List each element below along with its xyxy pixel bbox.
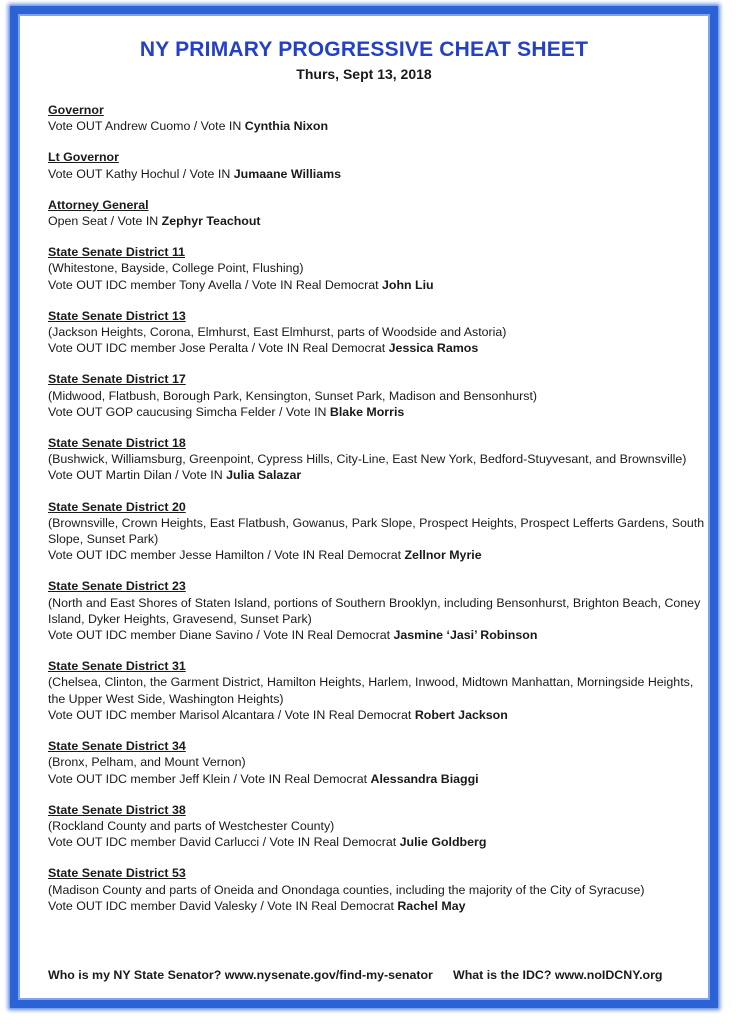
endorsed-candidate: Julia Salazar bbox=[226, 468, 302, 483]
district-area: (Chelsea, Clinton, the Garment District, Hamilton Heights, Harlem, Inwood, Midtown Manhattan, Morningside Heights, the Upper West Side, Washington Heights) bbox=[48, 675, 694, 706]
race-title: State Senate District 13 bbox=[48, 308, 186, 323]
endorsed-candidate: Julie Goldberg bbox=[399, 835, 487, 850]
race-title: State Senate District 20 bbox=[48, 499, 186, 514]
race-senate-district-20 bbox=[48, 499, 708, 564]
race-senate-district-18 bbox=[48, 435, 708, 484]
endorsed-candidate: Jessica Ramos bbox=[388, 341, 479, 356]
vote-text: Vote OUT IDC member Tony Avella / Vote IN Real Democrat bbox=[48, 277, 382, 292]
page-title: NY PRIMARY PROGRESSIVE CHEAT SHEET bbox=[139, 38, 589, 61]
district-area: (Midwood, Flatbush, Borough Park, Kensington, Sunset Park, Madison and Bensonhurst) bbox=[48, 388, 538, 403]
district-area: (Brownsville, Crown Heights, East Flatbush, Gowanus, Park Slope, Prospect Heights, Prospect Lefferts Gardens, South Slope, Sunset Park) bbox=[48, 515, 705, 547]
endorsed-candidate: Robert Jackson bbox=[414, 707, 508, 722]
vote-text: Vote OUT IDC member Jesse Hamilton / Vote IN Real Democrat bbox=[48, 548, 405, 563]
race-title: State Senate District 34 bbox=[48, 739, 186, 754]
endorsed-candidate: Jasmine ‘Jasi’ Robinson bbox=[393, 628, 538, 643]
vote-text: Vote OUT Andrew Cuomo / Vote IN bbox=[48, 119, 245, 134]
cheat-sheet-page bbox=[10, 6, 718, 1008]
vote-line bbox=[48, 277, 708, 293]
race-governor bbox=[48, 102, 708, 134]
race-title: State Senate District 18 bbox=[48, 436, 186, 451]
race-senate-district-53 bbox=[48, 865, 708, 914]
vote-text: Vote OUT IDC member David Carlucci / Vote IN Real Democrat bbox=[48, 835, 400, 850]
vote-text: Vote OUT IDC member Marisol Alcantara / Vote IN Real Democrat bbox=[48, 707, 415, 722]
endorsed-candidate: Zephyr Teachout bbox=[161, 214, 261, 229]
vote-line bbox=[48, 707, 708, 723]
race-title: State Senate District 31 bbox=[48, 659, 186, 674]
endorsed-candidate: Rachel May bbox=[397, 898, 466, 913]
races-list bbox=[48, 102, 708, 929]
vote-line bbox=[48, 898, 708, 914]
district-area: (Whitestone, Bayside, College Point, Flushing) bbox=[48, 261, 304, 276]
vote-line bbox=[48, 771, 708, 787]
vote-line bbox=[48, 467, 708, 483]
footer bbox=[48, 968, 708, 982]
vote-text: Vote OUT GOP caucusing Simcha Felder / Vote IN bbox=[48, 404, 330, 419]
vote-line bbox=[48, 627, 708, 643]
race-senate-district-34 bbox=[48, 738, 708, 787]
endorsed-candidate: Alessandra Biaggi bbox=[370, 771, 479, 786]
vote-text: Vote OUT IDC member Jeff Klein / Vote IN Real Democrat bbox=[48, 771, 371, 786]
district-area: (North and East Shores of Staten Island, portions of Southern Brooklyn, including Bensonhurst, Brighton Beach, Coney Island, Dyker Heights, Gravesend, Sunset Park) bbox=[48, 595, 701, 626]
race-attorney-general bbox=[48, 197, 708, 229]
district-area: (Rockland County and parts of Westchester County) bbox=[48, 818, 335, 833]
vote-text: Vote OUT Martin Dilan / Vote IN bbox=[48, 468, 227, 483]
vote-text: Vote OUT Kathy Hochul / Vote IN bbox=[48, 166, 234, 181]
race-senate-district-17 bbox=[48, 371, 708, 420]
vote-text: Open Seat / Vote IN bbox=[48, 214, 162, 229]
district-area: (Jackson Heights, Corona, Elmhurst, East Elmhurst, parts of Woodside and Astoria) bbox=[48, 325, 507, 340]
vote-text: Vote OUT IDC member Diane Savino / Vote IN Real Democrat bbox=[48, 628, 394, 643]
vote-line bbox=[48, 118, 708, 134]
election-date: Thurs, Sept 13, 2018 bbox=[296, 66, 432, 82]
race-title: Governor bbox=[48, 103, 104, 117]
district-area: (Madison County and parts of Oneida and Onondaga counties, including the majority of the City of Syracuse) bbox=[48, 882, 645, 897]
race-senate-district-23 bbox=[48, 578, 708, 643]
vote-line bbox=[48, 166, 708, 182]
vote-line bbox=[48, 404, 708, 420]
endorsed-candidate: John Liu bbox=[382, 277, 434, 292]
vote-line bbox=[48, 213, 708, 229]
race-senate-district-31 bbox=[48, 658, 708, 723]
vote-line bbox=[48, 340, 708, 356]
endorsed-candidate: Blake Morris bbox=[329, 404, 405, 419]
vote-text: Vote OUT IDC member David Valesky / Vote IN Real Democrat bbox=[48, 898, 398, 913]
district-area: (Bushwick, Williamsburg, Greenpoint, Cypress Hills, City-Line, East New York, Bedford-Stuyvesant, and Brownsville) bbox=[48, 452, 687, 467]
district-area: (Bronx, Pelham, and Mount Vernon) bbox=[48, 755, 246, 770]
find-senator-link[interactable]: Who is my NY State Senator? www.nysenate.gov/find-my-senator bbox=[48, 968, 433, 982]
race-senate-district-38 bbox=[48, 802, 708, 851]
endorsed-candidate: Cynthia Nixon bbox=[244, 119, 329, 134]
race-senate-district-11 bbox=[48, 244, 708, 293]
vote-text: Vote OUT IDC member Jose Peralta / Vote IN Real Democrat bbox=[48, 341, 389, 356]
race-title: Lt Governor bbox=[48, 150, 119, 165]
endorsed-candidate: Zellnor Myrie bbox=[404, 548, 482, 563]
race-title: State Senate District 53 bbox=[48, 866, 186, 881]
race-title: Attorney General bbox=[48, 197, 149, 212]
idc-info-link[interactable]: What is the IDC? www.noIDCNY.org bbox=[453, 968, 663, 982]
race-senate-district-13 bbox=[48, 308, 708, 357]
race-title: State Senate District 11 bbox=[48, 245, 186, 260]
vote-line bbox=[48, 834, 708, 850]
race-title: State Senate District 17 bbox=[48, 372, 186, 387]
race-title: State Senate District 38 bbox=[48, 802, 186, 817]
race-lt-governor bbox=[48, 149, 708, 181]
endorsed-candidate: Jumaane Williams bbox=[233, 166, 342, 181]
race-title: State Senate District 23 bbox=[48, 579, 186, 594]
vote-line bbox=[48, 547, 708, 563]
